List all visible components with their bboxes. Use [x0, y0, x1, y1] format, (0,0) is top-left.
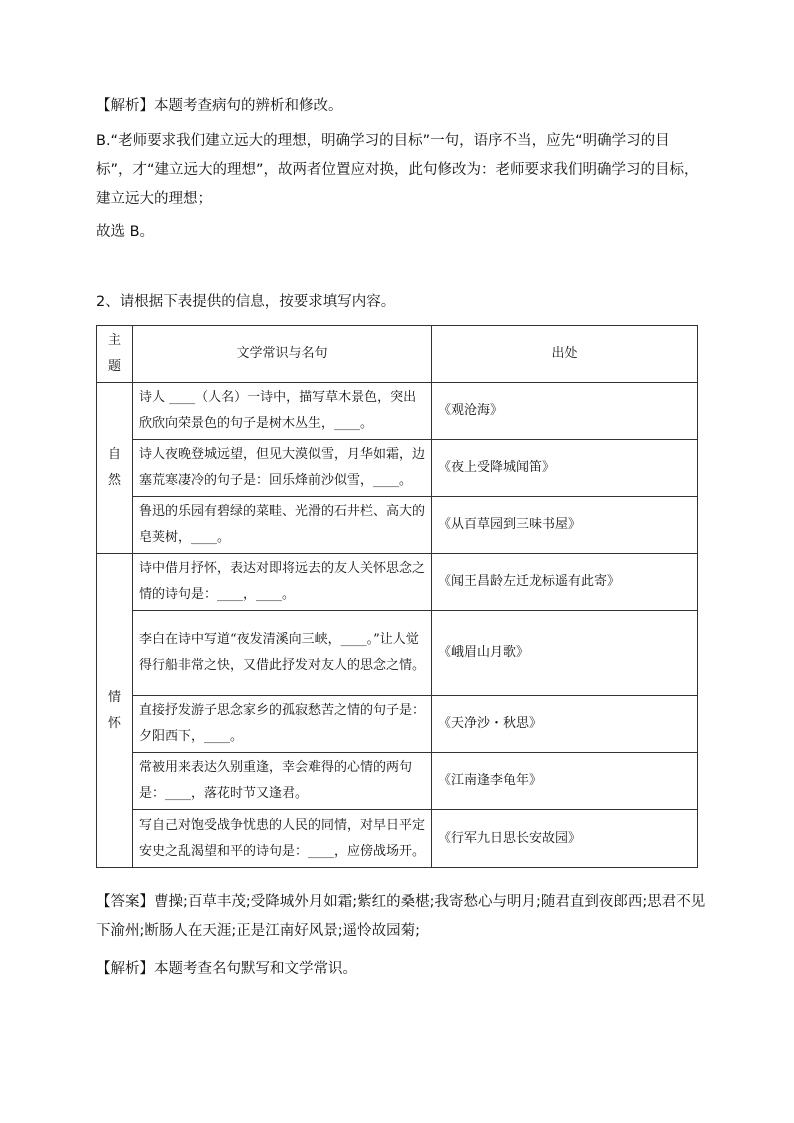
- analysis-paragraph-2: [96, 955, 706, 984]
- analysis-text: 本题考查病句的辨析和修改。: [154, 98, 343, 114]
- content-cell: 诗中借月抒怀，表达对即将远去的友人关怀思念之情的诗句是：____，____。: [133, 554, 432, 611]
- table-row: [97, 611, 698, 696]
- content-cell: 鲁迅的乐园有碧绿的菜畦、光滑的石井栏、高大的皂荚树，____。: [133, 497, 432, 554]
- literature-table: [96, 325, 698, 868]
- source-cell: 《江南逢李龟年》: [432, 753, 698, 810]
- topic-cell-sentiment: 情怀: [97, 554, 133, 868]
- analysis-paragraph-1: [96, 92, 706, 121]
- source-cell: 《闻王昌龄左迁龙标遥有此寄》: [432, 554, 698, 611]
- header-topic: 主题: [97, 326, 133, 383]
- header-content: 文学常识与名句: [133, 326, 432, 383]
- source-cell: 《夜上受降城闻笛》: [432, 440, 698, 497]
- content-cell: 诗人 ____（人名）一诗中，描写草木景色，突出欣欣向荣景色的句子是树木丛生，____。: [133, 383, 432, 440]
- table-row: [97, 810, 698, 868]
- question-paragraph: 2、请根据下表提供的信息，按要求填写内容。: [96, 294, 396, 310]
- content-cell: 常被用来表达久别重逢，幸会难得的心情的两句是：____，落花时节又逢君。: [133, 753, 432, 810]
- source-cell: 《峨眉山月歌》: [432, 611, 698, 696]
- table-row: [97, 497, 698, 554]
- choice-paragraph: 故选 B。: [96, 224, 155, 240]
- table-header-row: [97, 326, 698, 383]
- content-cell: 诗人夜晚登城远望，但见大漠似雪，月华如霜，边塞荒寒凄冷的句子是：回乐烽前沙似雪，____。: [133, 440, 432, 497]
- topic-cell-nature: 自然: [97, 383, 133, 554]
- table-row: [97, 696, 698, 753]
- answer-label: 【答案】: [96, 894, 154, 910]
- source-cell: 《观沧海》: [432, 383, 698, 440]
- source-cell: 《行军九日思长安故园》: [432, 810, 698, 868]
- header-source: 出处: [432, 326, 698, 383]
- answer-paragraph: [96, 888, 706, 946]
- analysis-label: 【解析】: [96, 961, 154, 977]
- content-cell: 直接抒发游子思念家乡的孤寂愁苦之情的句子是：夕阳西下，____。: [133, 696, 432, 753]
- source-cell: 《天净沙・秋思》: [432, 696, 698, 753]
- content-cell: 李白在诗中写道“夜发清溪向三峡，____。”让人觉得行船非常之快，又借此抒发对友人的思念之情。: [133, 611, 432, 696]
- explanation-paragraph: B.“老师要求我们建立远大的理想，明确学习的目标”一句，语序不当，应先“明确学习的目标”，才“建立远大的理想”，故两者位置应对换，此句修改为：老师要求我们明确学习的目标，建立远大的理想；: [96, 133, 699, 207]
- table-row: [97, 753, 698, 810]
- analysis-text: 本题考查名句默写和文学常识。: [154, 961, 357, 977]
- content-cell: 写自己对饱受战争忧患的人民的同情，对早日平定安史之乱渴望和平的诗句是：____，应傍战场开。: [133, 810, 432, 868]
- analysis-label: 【解析】: [96, 98, 154, 114]
- table-row: [97, 383, 698, 440]
- table-row: [97, 554, 698, 611]
- answer-text: 曹操;百草丰茂;受降城外月如霜;紫红的桑椹;我寄愁心与明月;随君直到夜郎西;思君不见下渝州;断肠人在天涯;正是江南好风景;遥怜故园菊;: [96, 894, 706, 939]
- table-row: [97, 440, 698, 497]
- source-cell: 《从百草园到三味书屋》: [432, 497, 698, 554]
